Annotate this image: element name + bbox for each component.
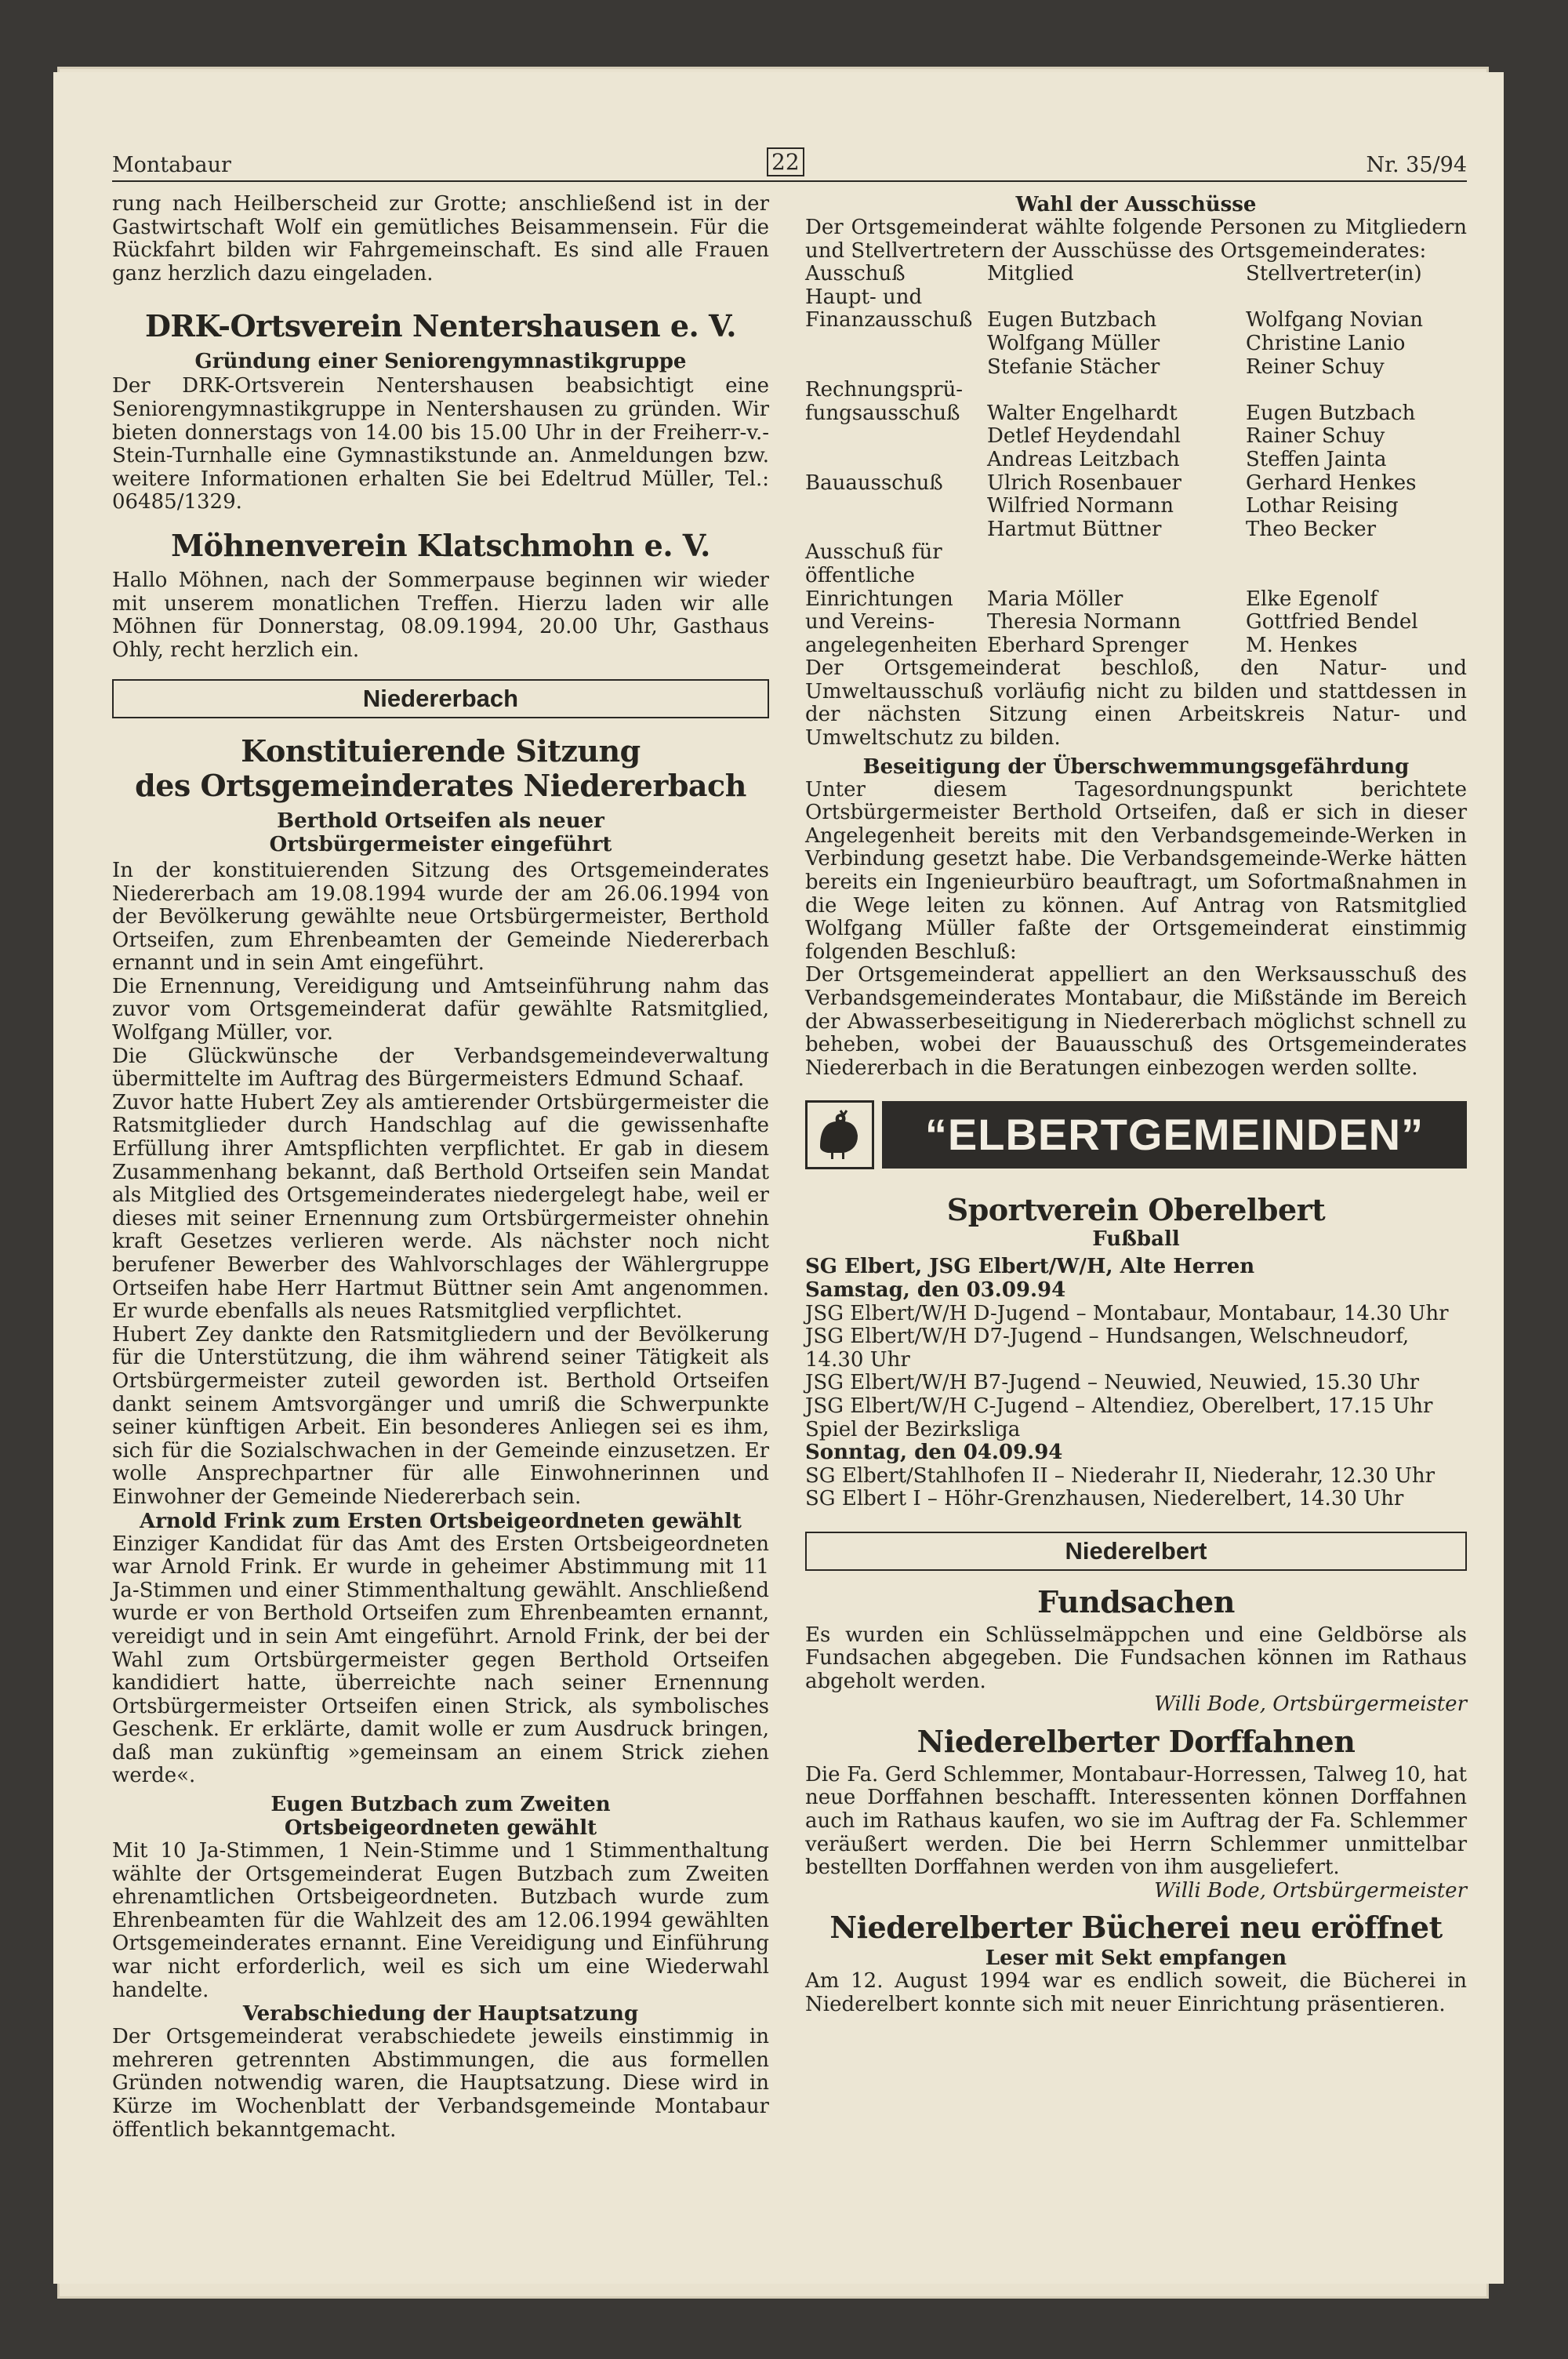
table-cell bbox=[1246, 541, 1467, 565]
table-cell: Einrichtungen bbox=[805, 587, 953, 611]
table-cell: M. Henkes bbox=[1246, 633, 1358, 657]
wahl-intro: Der Ortsgemeinderat wählte folgende Personen zu Mitgliedern und Stellvertretern der Ausschüsse des Ortsgemeinderates: bbox=[805, 216, 1467, 263]
fixture-line: JSG Elbert/W/H D-Jugend – Montabaur, Montabaur, 14.30 Uhr bbox=[805, 1301, 1449, 1325]
butzbach-heading-2: Ortsbeigeordneten gewählt bbox=[284, 1816, 597, 1841]
sport-title: Sportverein Oberelbert bbox=[946, 1192, 1326, 1228]
drk-text: Der DRK-Ortsverein Nentershausen beabsichtigt eine Seniorengymnastikgruppe in Nentershausen zu gründen. Wir bieten donnerstags von 14.00 bis 15.00 Uhr in der Freiherr-v.-Stein-Turnhalle eine Gymnastikstunde an. Anmeldungen bzw. weitere Informationen erhalten Sie bei Edeltrud Müller, Tel.: 06485/1329. bbox=[112, 374, 769, 514]
butzbach-heading-1: Eugen Butzbach zum Zweiten bbox=[270, 1793, 611, 1817]
table-cell: öffentliche bbox=[805, 563, 916, 587]
buecherei-subtitle: Leser mit Sekt empfangen bbox=[985, 1946, 1287, 1971]
buecherei-text: Am 12. August 1994 war es endlich soweit, die Bücherei in Niederelbert konnte sich mit neuer Einrichtung präsentieren. bbox=[805, 1969, 1467, 2017]
sunday-fixtures bbox=[805, 1465, 1467, 1511]
table-cell: Steffen Jainta bbox=[1246, 447, 1387, 471]
dorffahnen-title: Niederelberter Dorffahnen bbox=[916, 1723, 1356, 1759]
table-header-cell: Ausschuß bbox=[805, 262, 906, 286]
table-cell: fungsausschuß bbox=[805, 401, 960, 425]
right-column bbox=[805, 193, 1467, 2017]
table-cell: Haupt- und bbox=[805, 285, 923, 309]
table-cell bbox=[987, 379, 1246, 402]
table-cell: Detlef Heydendahl bbox=[987, 424, 1181, 449]
table-cell: Wolfgang Müller bbox=[987, 331, 1160, 355]
moehn-title: Möhnenverein Klatschmohn e. V. bbox=[171, 527, 710, 563]
table-cell: Reiner Schuy bbox=[1246, 354, 1385, 379]
fund-text: Es wurden ein Schlüsselmäppchen und eine Geldbörse als Fundsachen abgegeben. Die Fundsachen können im Rathaus abgeholt werden. bbox=[805, 1623, 1467, 1693]
table-cell: Wilfried Normann bbox=[987, 494, 1174, 518]
ks-paragraph-5: Hubert Zey dankte den Ratsmitgliedern und der Bevölkerung für die Unterstützung, die ihm während seiner Tätigkeit als Ortsbürgermeister zuteil geworden ist. Berthold Ortseifen dankt seinem Amtsvorgänger und umriß die Schwerpunkte seiner künftigen Arbeit. Ein besonderes Anliegen sei es ihm, sich für die Sozialschwachen in der Gemeinde einzusetzen. Er wolle Ansprechpartner für alle Einwohnerinnen und Einwohner der Gemeinde Niedererbach sein. bbox=[112, 1322, 769, 1509]
section-niederelbert: Niederelbert bbox=[805, 1532, 1467, 1571]
page-number: 22 bbox=[767, 147, 804, 176]
signature-2: Willi Bode, Ortsbürgermeister bbox=[1154, 1878, 1467, 1903]
table-cell bbox=[987, 565, 1246, 588]
table-cell: Eugen Butzbach bbox=[1246, 401, 1416, 425]
sport-subtitle: Fußball bbox=[1092, 1227, 1180, 1252]
ks-paragraph-3: Die Glückwünsche der Verbandsgemeindeverwaltung übermittelte im Auftrag des Bürgermeisters Edmund Schaaf. bbox=[112, 1044, 769, 1092]
table-cell: Lothar Reising bbox=[1246, 494, 1399, 518]
signature-1: Willi Bode, Ortsbürgermeister bbox=[1154, 1692, 1467, 1717]
wahl-outro: Der Ortsgemeinderat beschloß, den Natur- und Umweltausschuß vorläufig nicht zu bilden und stattdessen in der nächsten Sitzung einen Arbeitskreis Natur- und Umweltschutz zu bilden. bbox=[805, 656, 1467, 751]
table-cell: Eugen Butzbach bbox=[987, 308, 1157, 333]
table-cell bbox=[805, 518, 987, 542]
elbertgemeinden-banner bbox=[805, 1100, 1467, 1169]
header-town: Montabaur bbox=[112, 153, 231, 177]
table-cell bbox=[987, 541, 1246, 565]
page-header bbox=[112, 149, 1467, 182]
table-cell bbox=[805, 449, 987, 472]
saturday-heading: Samstag, den 03.09.94 bbox=[805, 1278, 1066, 1302]
sport-teams: SG Elbert, JSG Elbert/W/H, Alte Herren bbox=[805, 1255, 1255, 1279]
banner-title: “ELBERTGEMEINDEN” bbox=[882, 1101, 1467, 1169]
fixture-line: SG Elbert I – Höhr-Grenzhausen, Niederelbert, 14.30 Uhr bbox=[805, 1487, 1404, 1511]
table-cell: Elke Egenolf bbox=[1246, 587, 1378, 611]
ueberschwemmung-heading: Beseitigung der Überschwemmungsgefährdung bbox=[862, 754, 1410, 779]
ks-subtitle-1: Berthold Ortseifen als neuer bbox=[277, 809, 604, 833]
buecherei-title: Niederelberter Bücherei neu eröffnet bbox=[829, 1910, 1443, 1946]
frink-text: Einziger Kandidat für das Amt des Ersten Ortsbeigeordneten war Arnold Frink. Er wurde in geheimer Abstimmung mit 11 Ja-Stimmen und einer Stimmenthaltung gewählt. Anschließend wurde er von Berthold Ortseifen zum Ehrenbeamten ernannt, vereidigt und in sein Amt eingeführt. Arnold Frink, der bei der Wahl zum Ortsbürgermeister gegen Berthold Ortseifen kandidiert hatte, überreichte nach seiner Ernennung Ortsbürgermeister Ortseifen einen Strick, als symbolisches Geschenk. Er erklärte, damit wolle er zum Ausdruck bringen, daß man zukünftig »gemeinsam an einem Strick ziehen werde«. bbox=[112, 1532, 769, 1788]
table-cell: Wolfgang Novian bbox=[1246, 308, 1424, 333]
intro-text: rung nach Heilberscheid zur Grotte; anschließend ist in der Gastwirtschaft Wolf ein gemütliches Beisammensein. Für die Rückfahrt bilden wir Fahrgemeinschaft. Es sind alle Frauen ganz herzlich dazu eingeladen. bbox=[112, 192, 769, 285]
table-cell: Stefanie Stächer bbox=[987, 354, 1160, 379]
table-cell: Theresia Normann bbox=[987, 610, 1181, 634]
table-cell bbox=[1246, 286, 1467, 310]
drk-title: DRK-Ortsverein Nentershausen e. V. bbox=[144, 308, 737, 344]
hauptsatzung-text: Der Ortsgemeinderat verabschiedete jeweils einstimmig in mehreren getrennten Abstimmungen, die aus formellen Gründen notwendig waren, die Hauptsatzung. Diese wird in Kürze im Wochenblatt der Verbandsgemeinde Montabaur öffentlich bekanntgemacht. bbox=[112, 2025, 769, 2142]
ks-paragraph-4: Zuvor hatte Hubert Zey als amtierender Ortsbürgermeister die Ratsmitglieder durch Handschlag auf die gewissenhafte Erfüllung ihrer Amtspflichten verpflichtet. Er gab in diesem Zusammenhang bekannt, daß Berthold Ortseifen sein Mandat als Mitglied des Ortsgemeinderates niedergelegt habe, weil er dieses mit seiner Ernennung zum Ortsbürgermeister ohnehin kraft Gesetzes verlieren werde. Als nächster noch nicht berufener Bewerber des Wahlvorschlages der Wählergruppe Ortseifen habe Herr Hartmut Büttner sein Amt angenommen. Er wurde ebenfalls als neues Ratsmitglied verpflichtet. bbox=[112, 1090, 769, 1324]
table-cell: Ausschuß für bbox=[805, 540, 942, 565]
fixture-line: JSG Elbert/W/H B7-Jugend – Neuwied, Neuwied, 15.30 Uhr bbox=[805, 1371, 1420, 1395]
table-cell bbox=[805, 356, 987, 380]
ueberschwemmung-p2: Der Ortsgemeinderat appelliert an den Werksausschuß des Verbandsgemeinderates Montabaur, die Mißstände im Bereich der Abwasserbeseitigung in Niedererbach möglichst schnell zu beheben, wobei der Bauausschuß des Ortsgemeinderates Niedererbach in die Beratungen einbezogen werden sollte. bbox=[805, 963, 1467, 1080]
ks-title-1: Konstituierende Sitzung bbox=[241, 732, 641, 769]
drk-subtitle: Gründung einer Seniorengymnastikgruppe bbox=[194, 350, 687, 374]
issue-number: Nr. 35/94 bbox=[1366, 153, 1467, 177]
table-cell bbox=[805, 495, 987, 518]
table-header-cell: Stellvertreter(in) bbox=[1246, 262, 1422, 286]
table-cell: Rechnungsprü- bbox=[805, 378, 964, 402]
committee-table bbox=[805, 263, 1467, 657]
table-cell: Rainer Schuy bbox=[1246, 424, 1385, 449]
left-column bbox=[112, 193, 769, 2142]
table-cell bbox=[1246, 565, 1467, 588]
fixture-line: JSG Elbert/W/H C-Jugend – Altendiez, Oberelbert, 17.15 Uhr bbox=[805, 1394, 1433, 1418]
table-cell: Eberhard Sprenger bbox=[987, 633, 1189, 657]
table-cell: Finanzausschuß bbox=[805, 308, 973, 333]
section-niedererbach: Niedererbach bbox=[112, 679, 769, 718]
dorffahnen-text: Die Fa. Gerd Schlemmer, Montabaur-Horressen, Talweg 10, hat neue Dorffahnen beschafft. Interessenten können Dorffahnen auch im Rathaus kaufen, wo sie im Auftrag der Fa. Schlemmer veräußert werden. Die bei Herrn Schlemmer unmittelbar bestellten Dorffahnen werden von ihm ausgeliefert. bbox=[805, 1762, 1467, 1880]
ks-paragraph-2: Die Ernennung, Vereidigung und Amtseinführung nahm das zuvor vom Ortsgemeinderat dafür gewählte Ratsmitglied, Wolfgang Müller, vor. bbox=[112, 974, 769, 1045]
frink-heading: Arnold Frink zum Ersten Ortsbeigeordneten gewählt bbox=[140, 1509, 742, 1533]
table-header-cell: Mitglied bbox=[987, 262, 1074, 286]
table-cell: Christine Lanio bbox=[1246, 331, 1406, 355]
table-cell: Gerhard Henkes bbox=[1246, 471, 1417, 495]
table-cell: Theo Becker bbox=[1246, 517, 1377, 541]
ks-subtitle-2: Ortsbürgermeister eingeführt bbox=[269, 832, 612, 856]
table-cell bbox=[805, 333, 987, 356]
butzbach-text: Mit 10 Ja-Stimmen, 1 Nein-Stimme und 1 Stimmenthaltung wählte der Ortsgemeinderat Eugen Butzbach zum Zweiten ehrenamtlichen Ortsbeigeordneten. Butzbach wurde zum Ehrenbeamten für die Wahlzeit des am 12.06.1994 gewählten Ortsgemeinderates ernannt. Eine Vereidigung und Einführung war nicht erforderlich, weil es sich um eine Wiederwahl handelte. bbox=[112, 1839, 769, 2002]
table-cell: Maria Möller bbox=[987, 587, 1123, 611]
fixture-line: Spiel der Bezirksliga bbox=[805, 1417, 1021, 1441]
ks-paragraph-1: In der konstituierenden Sitzung des Ortsgemeinderates Niedererbach am 19.08.1994 wurde der am 26.06.1994 von der Bevölkerung gewählte neue Ortsbürgermeister, Berthold Ortseifen, zum Ehrenbeamten der Gemeinde Niedererbach ernannt und in sein Amt eingeführt. bbox=[112, 858, 769, 976]
table-cell: Hartmut Büttner bbox=[987, 517, 1162, 541]
table-cell: und Vereins- bbox=[805, 610, 935, 634]
fixture-line: JSG Elbert/W/H D7-Jugend – Hundsangen, Welschneudorf, 14.30 Uhr bbox=[805, 1325, 1410, 1372]
fund-title: Fundsachen bbox=[1037, 1583, 1235, 1619]
wahl-heading: Wahl der Ausschüsse bbox=[1015, 193, 1257, 216]
fixture-line: SG Elbert/Stahlhofen II – Niederahr II, Niederahr, 12.30 Uhr bbox=[805, 1463, 1436, 1488]
table-cell: Gottfried Bendel bbox=[1246, 610, 1418, 634]
table-cell bbox=[987, 286, 1246, 310]
table-cell bbox=[1246, 379, 1467, 402]
table-cell: angelegenheiten bbox=[805, 633, 978, 657]
ks-title-2: des Ortsgemeinderates Niedererbach bbox=[135, 767, 746, 803]
ueberschwemmung-p1: Unter diesem Tagesordnungspunkt berichtete Ortsbürgermeister Berthold Ortseifen, daß er sich in dieser Angelegenheit bereits mit den Verbandsgemeinde-Werken in Verbindung gesetzt habe. Die Verbandsgemeinde-Werke hätten bereits ein Ingenieurbüro beauftragt, um Sofortmaßnahmen in die Wege leiten zu können. Auf Antrag von Ratsmitglied Wolfgang Müller faßte der Ortsgemeinderat einstimmig folgenden Beschluß: bbox=[805, 777, 1467, 964]
table-cell: Andreas Leitzbach bbox=[987, 447, 1180, 471]
hauptsatzung-heading: Verabschiedung der Hauptsatzung bbox=[242, 2002, 639, 2026]
table-cell bbox=[805, 425, 987, 449]
moehn-text: Hallo Möhnen, nach der Sommerpause beginnen wir wieder mit unserem monatlichen Treffen. Hierzu laden wir alle Möhnen für Donnerstag, 08.09.1994, 20.00 Uhr, Gasthaus Ohly, recht herzlich ein. bbox=[112, 568, 769, 662]
table-cell: Walter Engelhardt bbox=[987, 401, 1178, 425]
table-cell: Bauausschuß bbox=[805, 471, 943, 495]
saturday-fixtures bbox=[805, 1303, 1467, 1442]
table-cell: Ulrich Rosenbauer bbox=[987, 471, 1181, 495]
rooster-icon bbox=[805, 1100, 874, 1169]
sunday-heading: Sonntag, den 04.09.94 bbox=[805, 1441, 1063, 1465]
